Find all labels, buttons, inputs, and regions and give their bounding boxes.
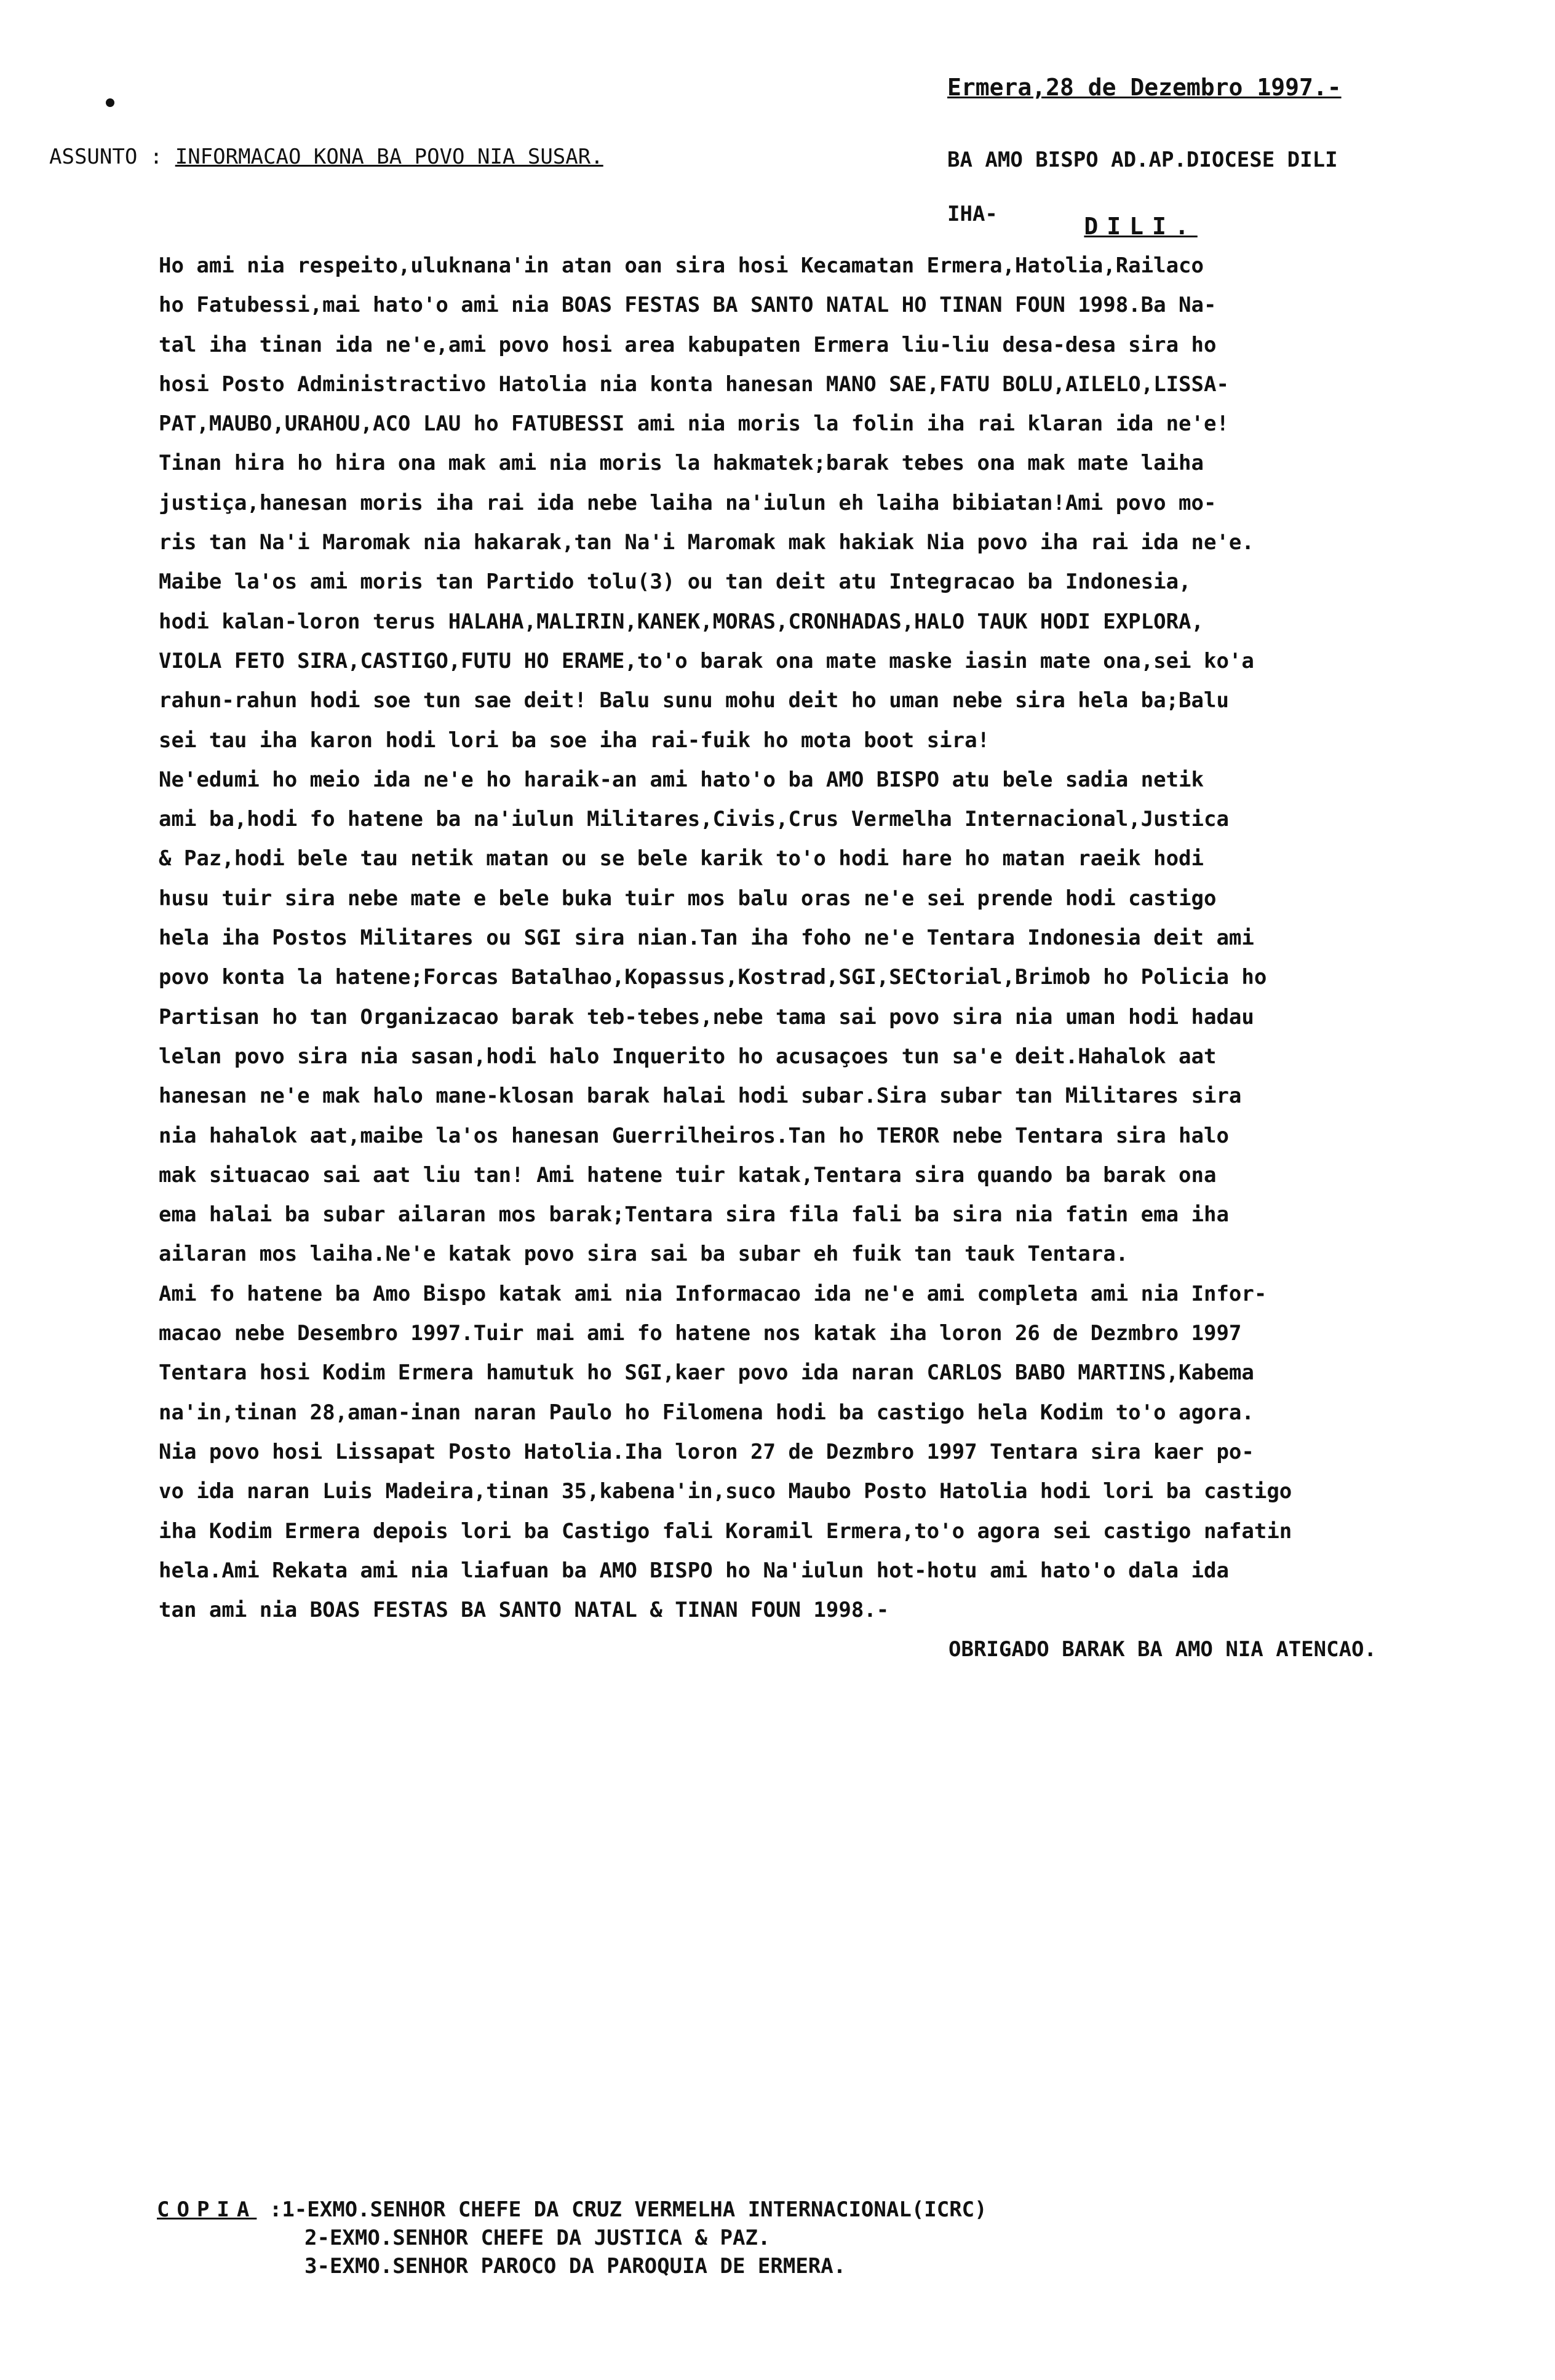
body-line: iha Kodim Ermera depois lori ba Castigo fali Koramil Ermera,to'o agora sei castigo nafatin (159, 1518, 1292, 1544)
letter-body (159, 246, 1524, 1670)
subject-text: INFORMACAO KONA BA POVO NIA SUSAR. (175, 145, 603, 169)
copy-item-1: 1-EXMO.SENHOR CHEFE DA CRUZ VERMELHA INTERNACIONAL(ICRC) (282, 2197, 987, 2222)
copy-separator: : (257, 2197, 282, 2222)
body-line: ami ba,hodi fo hatene ba na'iulun Militares,Civis,Crus Vermelha Internacional,Justica (159, 807, 1229, 832)
margin-dot (106, 98, 114, 107)
body-line: ailaran mos laiha.Ne'e katak povo sira sai ba subar eh fuik tan tauk Tentara. (159, 1242, 1129, 1267)
body-line: VIOLA FETO SIRA,CASTIGO,FUTU HO ERAME,to'o barak ona mate maske iasin mate ona,sei ko'a (159, 648, 1254, 673)
body-line: husu tuir sira nebe mate e bele buka tuir mos balu oras ne'e sei prende hodi castigo (159, 886, 1217, 911)
addressee-line-1: BA AMO BISPO AD.AP.DIOCESE DILI (947, 148, 1338, 172)
copy-row-2 (157, 2224, 987, 2252)
body-line: ho Fatubessi,mai hato'o ami nia BOAS FESTAS BA SANTO NATAL HO TINAN FOUN 1998.Ba Na- (159, 293, 1217, 318)
body-line: & Paz,hodi bele tau netik matan ou se bele karik to'o hodi hare ho matan raeik hodi (159, 846, 1204, 871)
body-line: hanesan ne'e mak halo mane-klosan barak halai hodi subar.Sira subar tan Militares sira (159, 1084, 1242, 1109)
body-line: hela.Ami Rekata ami nia liafuan ba AMO BISPO ho Na'iulun hot-hotu ami hato'o dala ida (159, 1558, 1229, 1583)
body-line: mak situacao sai aat liu tan! Ami hatene tuir katak,Tentara sira quando ba barak ona (159, 1162, 1217, 1188)
copy-recipients (157, 2196, 987, 2280)
body-line: Partisan ho tan Organizacao barak teb-tebes,nebe tama sai povo sira nia uman hodi hadau (159, 1004, 1254, 1029)
copy-item-2: 2-EXMO.SENHOR CHEFE DA JUSTICA & PAZ. (304, 2226, 771, 2250)
body-line: Tentara hosi Kodim Ermera hamutuk ho SGI,kaer povo ida naran CARLOS BABO MARTINS,Kabema (159, 1360, 1254, 1386)
body-line: nia hahalok aat,maibe la'os hanesan Guerrilheiros.Tan ho TEROR nebe Tentara sira halo (159, 1123, 1229, 1148)
body-line: Maibe la'os ami moris tan Partido tolu(3) ou tan deit atu Integracao ba Indonesia, (159, 569, 1191, 595)
body-line: na'in,tinan 28,aman-inan naran Paulo ho Filomena hodi ba castigo hela Kodim to'o agora. (159, 1400, 1254, 1425)
addressee-line-2 (947, 199, 1338, 240)
body-line: povo konta la hatene;Forcas Batalhao,Kopassus,Kostrad,SGI,SECtorial,Brimob ho Policia ho (159, 965, 1267, 990)
addressee-prefix: IHA- (947, 202, 998, 226)
body-line: Nia povo hosi Lissapat Posto Hatolia.Iha loron 27 de Dezmbro 1997 Tentara sira kaer po- (159, 1439, 1254, 1464)
subject-label: ASSUNTO : (49, 145, 163, 169)
copy-item-3: 3-EXMO.SENHOR PAROCO DA PAROQUIA DE ERMERA. (304, 2254, 846, 2279)
body-line: vo ida naran Luis Madeira,tinan 35,kabena'in,suco Maubo Posto Hatolia hodi lori ba castigo (159, 1479, 1292, 1504)
addressee-block (947, 148, 1338, 240)
copy-row-1 (157, 2196, 987, 2224)
body-line: ris tan Na'i Maromak nia hakarak,tan Na'i Maromak mak hakiak Nia povo iha rai ida ne'e. (159, 530, 1254, 555)
body-line: hosi Posto Administractivo Hatolia nia konta hanesan MANO SAE,FATU BOLU,AILELO,LISSA- (159, 371, 1229, 397)
body-line: Tinan hira ho hira ona mak ami nia moris la hakmatek;barak tebes ona mak mate laiha (159, 451, 1204, 476)
body-line: hodi kalan-loron terus HALAHA,MALIRIN,KANEK,MORAS,CRONHADAS,HALO TAUK HODI EXPLORA, (159, 609, 1204, 634)
copy-label: COPIA (157, 2197, 257, 2222)
body-line: justiça,hanesan moris iha rai ida nebe laiha na'iulun eh laiha bibiatan!Ami povo mo- (159, 490, 1217, 515)
date-line (947, 74, 1342, 101)
body-line: sei tau iha karon hodi lori ba soe iha rai-fuik ho mota boot sira! (159, 728, 990, 753)
body-line: hela iha Postos Militares ou SGI sira nian.Tan iha foho ne'e Tentara Indonesia deit ami (159, 926, 1254, 951)
body-line: tan ami nia BOAS FESTAS BA SANTO NATAL & TINAN FOUN 1998.- (159, 1598, 889, 1623)
copy-row-3 (157, 2252, 987, 2280)
addressee-city: DILI. (1084, 213, 1198, 240)
body-line: lelan povo sira nia sasan,hodi halo Inquerito ho acusaçoes tun sa'e deit.Hahalok aat (159, 1044, 1217, 1069)
body-line: Ami fo hatene ba Amo Bispo katak ami nia Informacao ida ne'e ami completa ami nia Infor- (159, 1281, 1267, 1306)
body-line: Ne'edumi ho meio ida ne'e ho haraik-an ami hato'o ba AMO BISPO atu bele sadia netik (159, 767, 1204, 792)
body-line: Ho ami nia respeito,uluknana'in atan oan sira hosi Kecamatan Ermera,Hatolia,Railaco (159, 253, 1204, 278)
body-line: ema halai ba subar ailaran mos barak;Tentara sira fila fali ba sira nia fatin ema iha (159, 1202, 1229, 1228)
body-line: tal iha tinan ida ne'e,ami povo hosi area kabupaten Ermera liu-liu desa-desa sira ho (159, 332, 1217, 357)
body-line: rahun-rahun hodi soe tun sae deit! Balu sunu mohu deit ho uman nebe sira hela ba;Balu (159, 688, 1229, 713)
date-text: Ermera,28 de Dezembro 1997.- (947, 74, 1342, 101)
subject-line (49, 145, 603, 169)
body-line: PAT,MAUBO,URAHOU,ACO LAU ho FATUBESSI ami nia moris la folin iha rai klaran ida ne'e! (159, 411, 1229, 437)
closing-line: OBRIGADO BARAK BA AMO NIA ATENCAO. (949, 1637, 1377, 1662)
body-line: macao nebe Desembro 1997.Tuir mai ami fo hatene nos katak iha loron 26 de Dezmbro 1997 (159, 1321, 1242, 1346)
